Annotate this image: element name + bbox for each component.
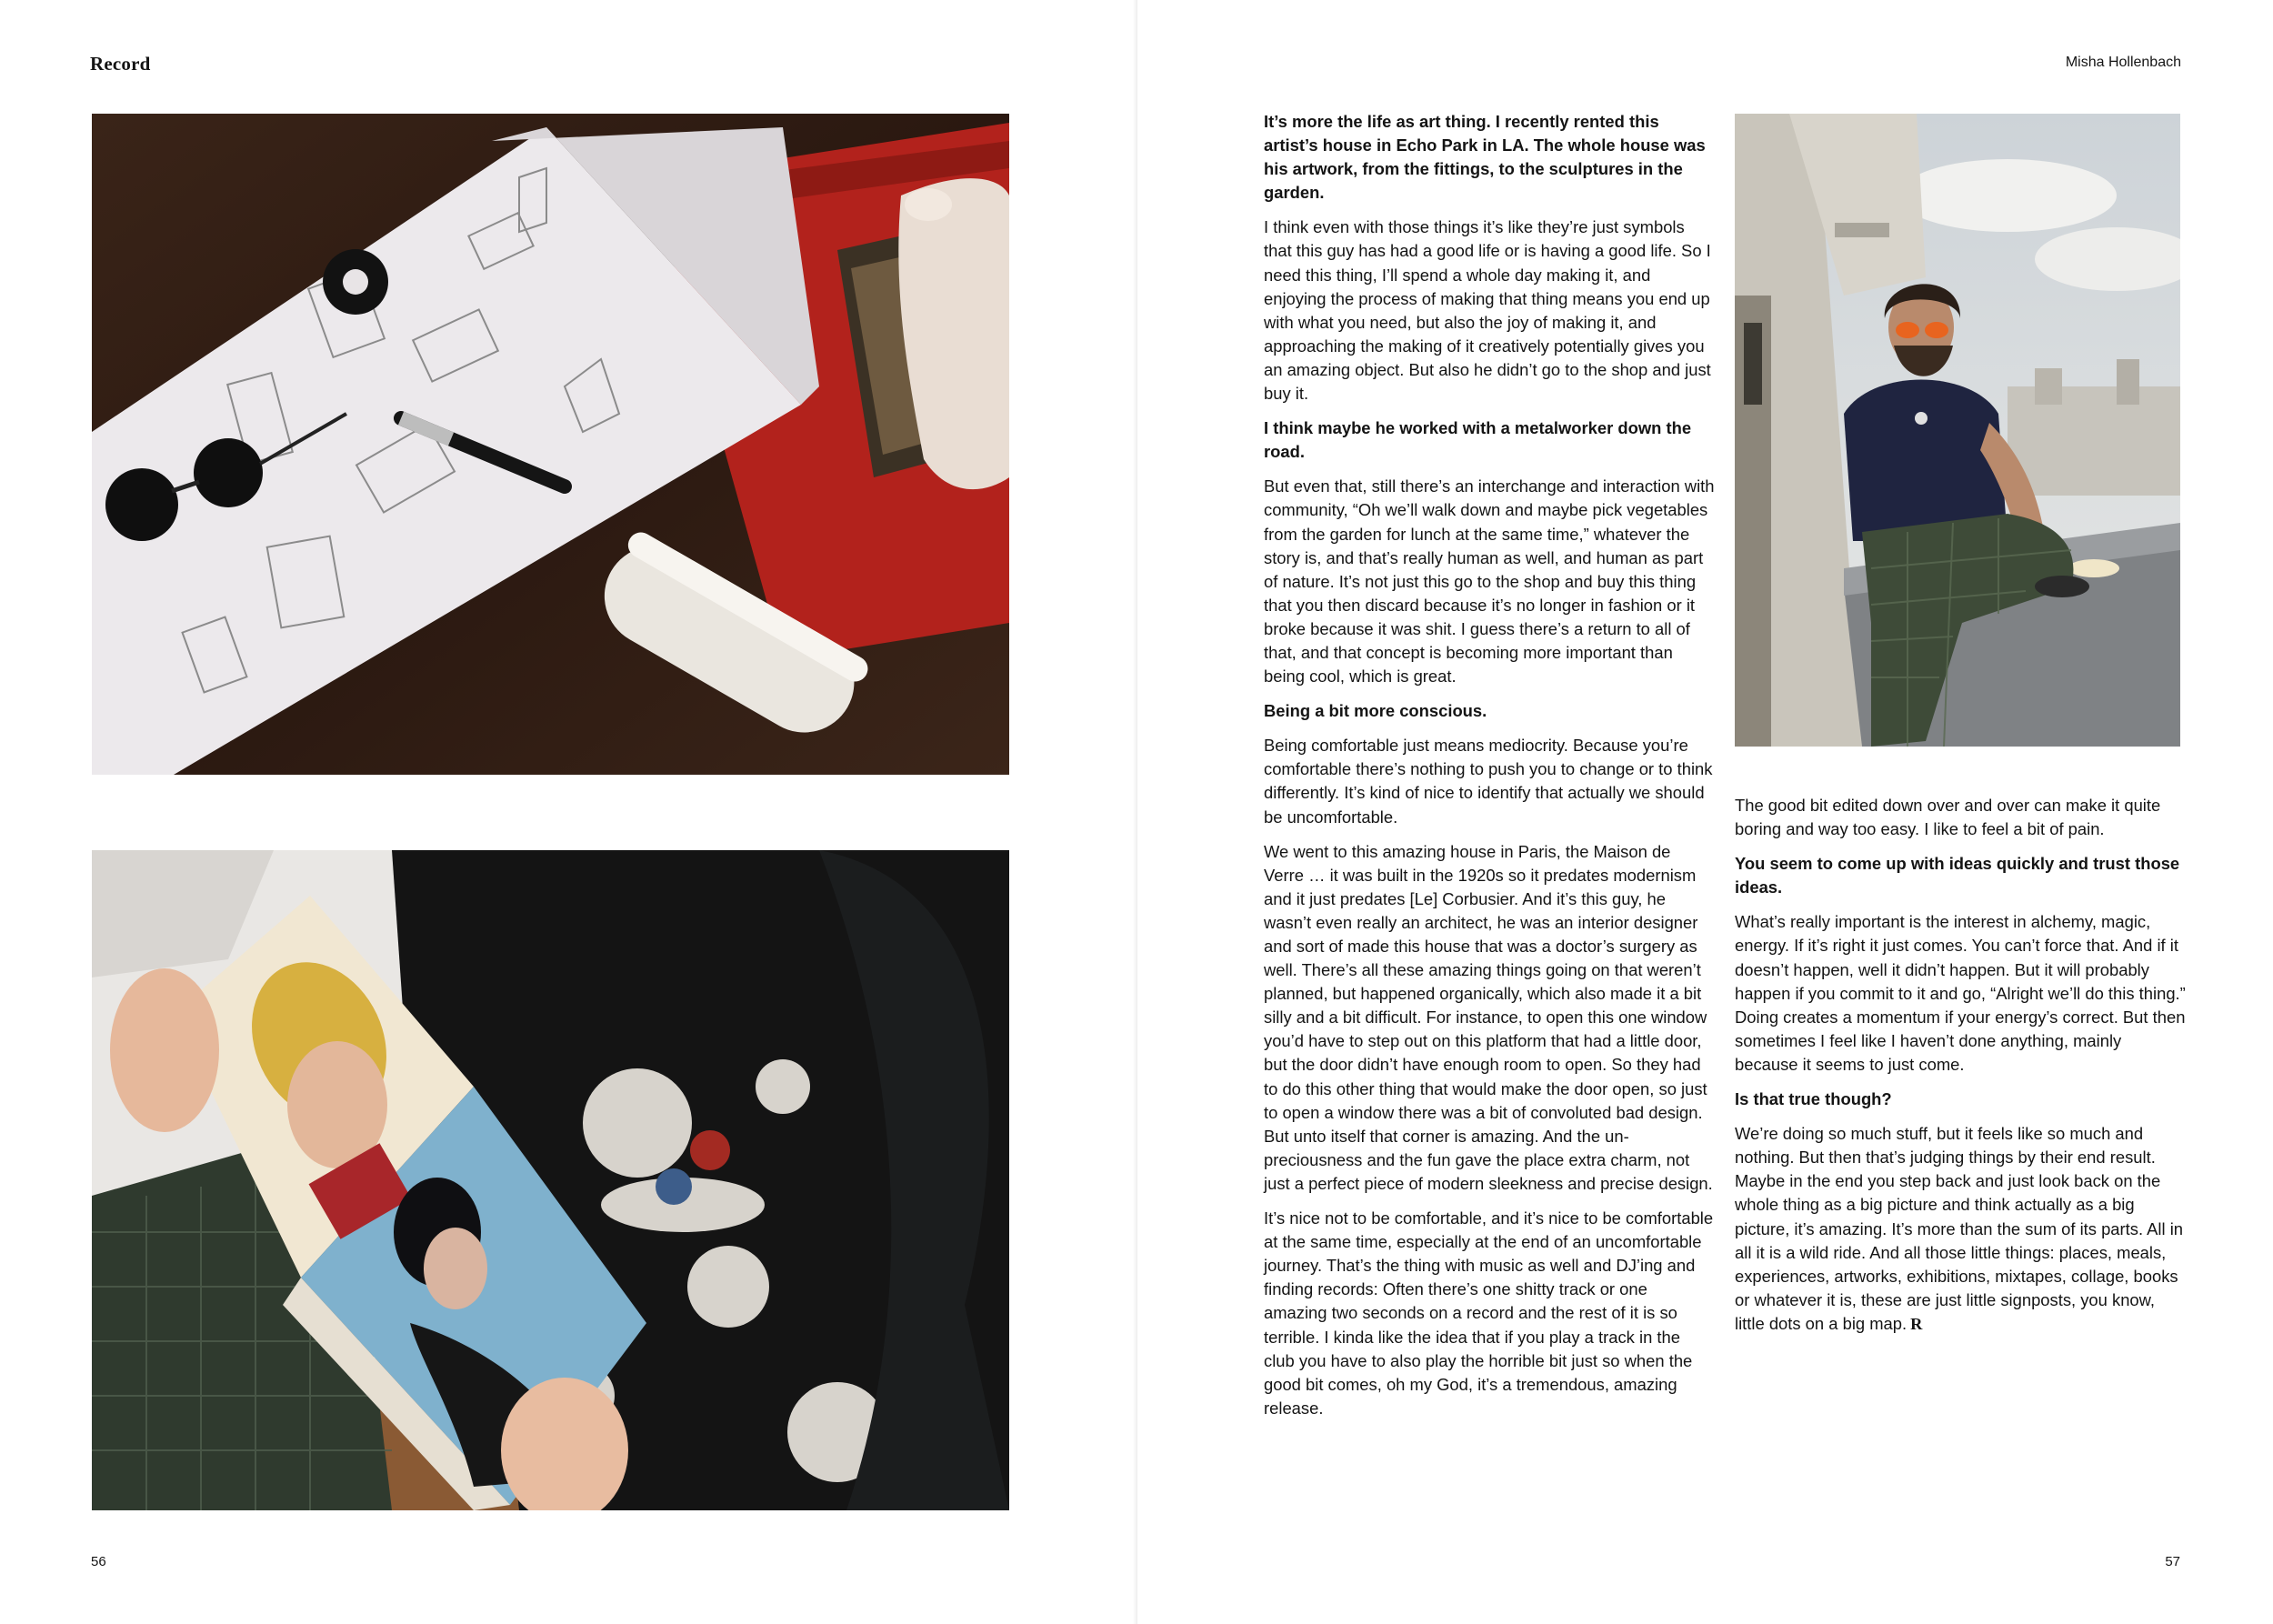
portrait-photo (1735, 114, 2180, 747)
interview-answer: I think even with those things it’s like they’re just symbols that this guy has had a good life or is having a good life. So I need this thing, I’ll spend a whole day making it, and enjoying the process of making that thing means you end up with what you need, but also the joy of making it, and approaching the making of it creatively potentially gives you an amazing object. But also he didn’t go to the shop and just buy it. (1264, 217, 1711, 404)
running-head-right: Misha Hollenbach (2065, 55, 2181, 70)
sketch-photo (92, 114, 1009, 775)
interview-question: Is that true though? (1735, 1089, 1892, 1109)
page-number-right: 57 (2165, 1554, 2180, 1569)
interview-answer: The good bit edited down over and over can make it quite boring and way too easy. I like to feel a bit of pain. (1735, 796, 2161, 839)
interview-question: It’s more the life as art thing. I recently rented this artist’s house in Echo Park in LA. The whole house was his artwork, from the fittings, to the sculptures in the garden. (1264, 112, 1706, 203)
interview-answer: Being comfortable just means mediocrity. Because you’re comfortable there’s nothing to push you to change or to think differently. It’s kind of nice to identify that actually we should be uncomfortable. (1264, 736, 1713, 827)
interview-answer-final (1735, 1122, 2186, 1336)
sketch-photo-icon (92, 114, 1009, 775)
final-answer-text: We’re doing so much stuff, but it feels like so much and nothing. But then that’s judging things by their end result. Maybe in the end you step back and just look back on the whole thing as a big picture and think actually as a big picture, it’s amazing. It’s more than the sum of its parts. All in all it is a wild ride. And all those little things: places, meals, experiences, artworks, exhibitions, mixtapes, collage, books or whatever it is, these are just little signposts, you know, little dots on a big map. (1735, 1124, 2184, 1333)
running-head-left: Record (90, 53, 151, 75)
interview-answer: What’s really important is the interest in alchemy, magic, energy. If it’s right it just comes. You can’t force that. And if it doesn’t happen, well it didn’t happen. But it will probably happen if you commit to it and go, “Alright we’ll do this thing.” Doing creates a momentum if your energy’s correct. But then sometimes I feel like I haven’t done anything, mainly because it seems to just come. (1735, 912, 2186, 1074)
interview-column-a (1264, 110, 1715, 1431)
interview-question: I think maybe he worked with a metalworker down the road. (1264, 418, 1692, 462)
portrait-photo-icon (1735, 114, 2180, 747)
interview-question: You seem to come up with ideas quickly and trust those ideas. (1735, 854, 2180, 897)
page-number-left: 56 (91, 1554, 106, 1569)
end-mark: R (1910, 1314, 1923, 1333)
interview-question: Being a bit more conscious. (1264, 701, 1487, 721)
magazine-photo-icon (92, 850, 1009, 1510)
interview-answer: We went to this amazing house in Paris, the Maison de Verre … it was built in the 1920s so it predates modernism and it just predates [Le] Corbusier. And it’s this guy, he wasn’t even really an architect, he was an interior designer and sort of made this house that was a doctor’s surgery as well. There’s all these amazing things going on that weren’t planned, but happened organically, which also made it a bit silly and a bit difficult. For instance, to open this one window you’d have to step out on this platform that had a little door, but the door didn’t have enough room to open. So they had to do this other thing that would make the door open, so just to open a window there was a bit of convoluted bad design. But unto itself that corner is amazing. And the un-preciousness and the fun gave the place extra charm, not just a perfect piece of modern sleekness and precise design. (1264, 841, 1713, 1193)
interview-answer: But even that, still there’s an interchange and interaction with community, “Oh we’ll walk down and maybe pick vegetables from the garden for lunch at the same time,” whatever the story is, and that’s really human as well, and human as part of nature. It’s not just this go to the shop and buy this thing that you then discard because it’s no longer in fashion or it broke because it was shit. I guess there’s a return to all of that, and that concept is becoming more important than being cool, which is great. (1264, 476, 1715, 687)
interview-column-b (1735, 794, 2186, 1347)
interview-answer: It’s nice not to be comfortable, and it’s nice to be comfortable at the same time, especially at the end of an uncomfortable journey. That’s the thing with music as well and DJ’ing and finding records: Often there’s one shitty track or one amazing two seconds on a record and the rest of it is so terrible. I kinda like the idea that if you play a track in the club you have to also play the horrible bit just so when the good bit comes, oh my God, it’s a tremendous, amazing release. (1264, 1208, 1714, 1418)
magazine-photo (92, 850, 1009, 1510)
